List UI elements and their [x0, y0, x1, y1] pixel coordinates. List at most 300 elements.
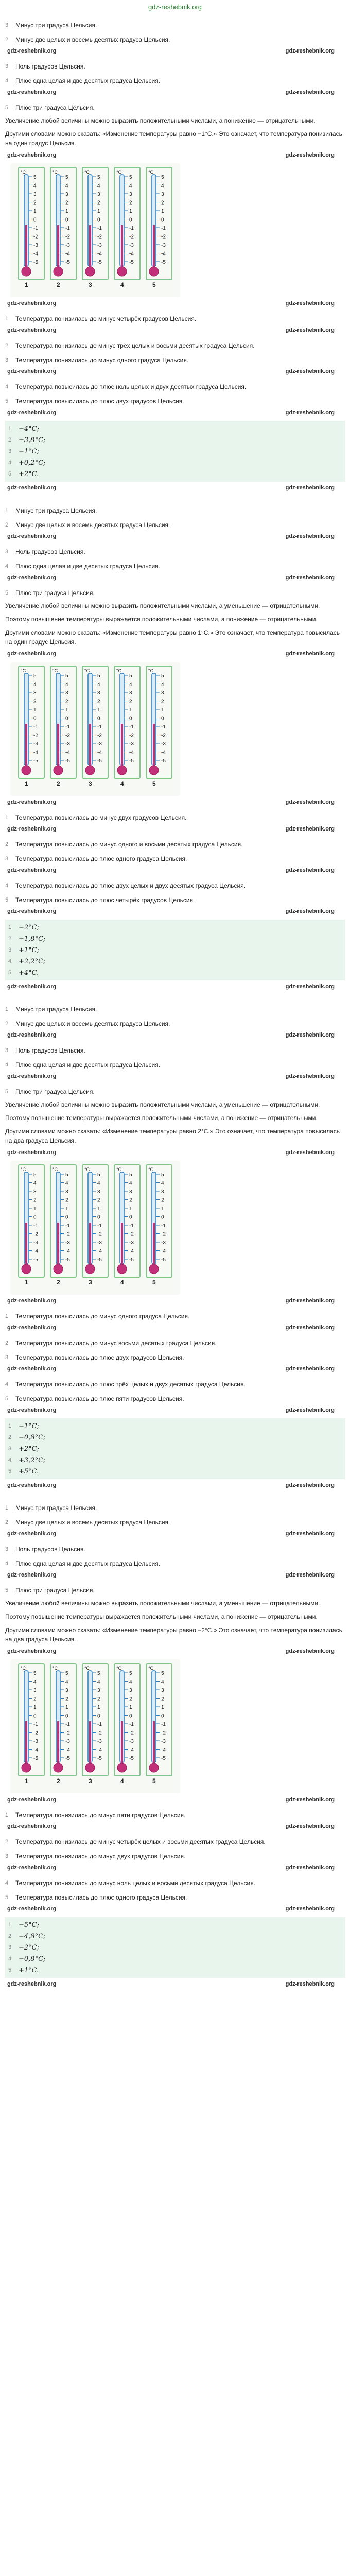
tick-label: -2 [97, 1730, 102, 1736]
thermometer-liquid [25, 225, 27, 267]
tick-label: 5 [97, 175, 100, 180]
tick-label: 4 [65, 1679, 68, 1685]
item-text: Минус три градуса Цельсия. [15, 1006, 97, 1013]
thermometer [82, 1165, 108, 1286]
thermometer-bulb [54, 766, 63, 775]
list-item [5, 62, 345, 71]
tick-label: 4 [65, 682, 68, 688]
tick-label: -2 [65, 1231, 70, 1238]
tick-label: 4 [129, 183, 132, 189]
answer-value: +3,2°C; [19, 1456, 46, 1464]
tick-label: -1 [33, 724, 38, 730]
answer-number: 4 [8, 460, 12, 466]
item-text: Плюс три градуса Цельсия. [15, 104, 95, 111]
watermark: gdz-reshebnik.org [285, 485, 335, 491]
tick-label: 4 [33, 183, 37, 189]
tick-label: -1 [65, 1722, 70, 1727]
thermometers-svg [10, 662, 180, 796]
tick-label: 3 [33, 1189, 37, 1195]
thermometer-liquid [153, 1721, 155, 1764]
thermometer-number: 1 [25, 281, 28, 289]
list-item [5, 1518, 345, 1527]
tick-label: 4 [97, 1679, 100, 1685]
answer-row [8, 1930, 342, 1942]
item-number: 4 [5, 384, 9, 390]
tick-label: -5 [129, 1257, 134, 1263]
thermometer-bulb [85, 267, 95, 276]
item-number: 4 [5, 1561, 9, 1567]
tick-label: 3 [161, 192, 164, 197]
thermometers-figure [10, 1161, 180, 1295]
item-number: 3 [5, 357, 9, 363]
watermark-row [5, 533, 345, 541]
watermark: gdz-reshebnik.org [7, 300, 57, 307]
item-text: Ноль градусов Цельсия. [15, 1546, 85, 1553]
tick-label: -5 [129, 260, 134, 265]
tick-label: -4 [65, 1248, 70, 1255]
thermometer-number: 2 [57, 1777, 60, 1785]
watermark-row [5, 984, 345, 992]
item-text: Температура повысилась до плюс одного градуса Цельсия. [15, 855, 187, 862]
tick-label: 2 [129, 1696, 132, 1702]
watermark: gdz-reshebnik.org [7, 1407, 57, 1413]
tick-label: 4 [129, 1180, 132, 1187]
answers-block [5, 421, 345, 482]
thermometer-bulb [117, 1763, 127, 1772]
paragraph: Другими словами можно сказать: «Изменение температуры равно −2°C.» Это означает, что температура понизилась на два градуса Цельсия. [5, 1626, 342, 1643]
item-number: 1 [5, 1505, 9, 1511]
answer-number: 3 [8, 947, 12, 953]
tick-label: 1 [33, 707, 37, 713]
item-number: 3 [5, 1546, 9, 1552]
answer-number: 1 [8, 1922, 12, 1928]
watermark-row [5, 1981, 345, 1989]
watermark: gdz-reshebnik.org [7, 1366, 57, 1372]
tick-label: 0 [33, 1214, 37, 1221]
answer-value: +2°C. [19, 470, 39, 478]
thermometer-liquid [121, 1721, 123, 1764]
tick-label: 4 [33, 682, 37, 688]
paragraph: Увеличение любой величины можно выразить положительными числами, а уменьшение — отрицательными. [5, 602, 320, 609]
tick-label: 5 [33, 673, 37, 679]
tick-label: 5 [65, 673, 68, 679]
item-text: Температура понизилась до минус четырёх целых и восьми десятых градуса Цельсия. [15, 1838, 266, 1845]
watermark-row [5, 1032, 345, 1040]
tick-label: -1 [129, 226, 134, 231]
tick-label: 2 [161, 200, 164, 206]
answer-number: 2 [8, 936, 12, 942]
item-text: Минус три градуса Цельсия. [15, 1504, 97, 1512]
paragraph: Поэтому повышение температуры выражается положительными числами, а понижение — отрицательными. [5, 1613, 318, 1620]
unit-label: °C [148, 170, 154, 175]
item-number: 4 [5, 1062, 9, 1068]
answer-row [8, 1420, 342, 1432]
tick-label: 1 [161, 209, 164, 214]
thermometer-frame [50, 666, 76, 778]
tick-label: 4 [161, 1679, 164, 1685]
thermometer-frame [146, 666, 172, 778]
answer-value: +1°C; [19, 946, 39, 954]
tick-label: 5 [161, 673, 164, 679]
item-text: Минус две целых и восемь десятых градуса Цельсия. [15, 1020, 170, 1027]
tick-label: 3 [65, 1189, 68, 1195]
answer-number: 3 [8, 1944, 12, 1951]
thermometer-number: 4 [120, 780, 124, 787]
tick-label: 0 [129, 1713, 132, 1719]
watermark-row [5, 1149, 345, 1158]
thermometers-svg [10, 1659, 180, 1793]
watermark: gdz-reshebnik.org [285, 799, 335, 805]
tick-label: -5 [161, 260, 166, 265]
watermark: gdz-reshebnik.org [285, 1906, 335, 1912]
item-text: Температура повысилась до плюс четырёх градусов Цельсия. [15, 896, 195, 904]
answer-row [8, 446, 342, 457]
watermark-row [5, 574, 345, 583]
tick-label: 2 [97, 200, 100, 206]
watermark-row [5, 368, 345, 377]
tick-label: -1 [129, 724, 134, 730]
thermometer-number: 3 [89, 1777, 92, 1785]
tick-label: 5 [65, 175, 68, 180]
thermometer-liquid [89, 724, 91, 766]
paragraph: Поэтому повышение температуры выражается положительными числами, а понижение — отрицательными. [5, 616, 318, 623]
answer-number: 2 [8, 1933, 12, 1939]
tick-label: 3 [65, 192, 68, 197]
exercise-section [0, 13, 350, 498]
thermometer-liquid [89, 225, 91, 267]
thermometer [19, 666, 44, 787]
watermark-row [5, 1906, 345, 1914]
watermark: gdz-reshebnik.org [285, 826, 335, 832]
item-number: 5 [5, 897, 9, 903]
thermometer-bulb [54, 1763, 63, 1772]
answers-block [5, 1917, 345, 1978]
watermark: gdz-reshebnik.org [285, 533, 335, 539]
tick-label: -5 [97, 1756, 102, 1761]
tick-label: -4 [129, 251, 134, 257]
tick-label: -4 [129, 1747, 134, 1753]
item-number: 2 [5, 343, 9, 349]
answer-value: −2°C; [19, 923, 39, 931]
answer-row [8, 434, 342, 446]
item-text: Температура понизилась до минус двух градусов Цельсия. [15, 1853, 186, 1860]
watermark-row [5, 300, 345, 309]
tick-label: 1 [129, 1705, 132, 1710]
item-number: 5 [5, 1089, 9, 1095]
tick-label: -1 [129, 1223, 134, 1229]
thermometer-frame [82, 1664, 108, 1776]
watermark-row [5, 1797, 345, 1805]
thermometer-liquid [25, 724, 27, 766]
tick-label: 2 [129, 699, 132, 705]
tick-label: 2 [97, 699, 100, 705]
item-number: 1 [5, 316, 9, 322]
tick-label: -4 [33, 750, 38, 756]
thermometer [146, 1664, 172, 1785]
tick-label: -4 [129, 1248, 134, 1255]
thermometer-number: 3 [89, 281, 92, 289]
thermometer-frame [146, 167, 172, 280]
result-item [5, 1852, 345, 1860]
tick-label: -2 [161, 1730, 166, 1736]
watermark: gdz-reshebnik.org [7, 410, 57, 416]
item-text: Плюс одна целая и две десятых градуса Цельсия. [15, 1061, 160, 1069]
tick-label: -5 [161, 1257, 166, 1263]
tick-label: 1 [161, 1206, 164, 1212]
watermark: gdz-reshebnik.org [7, 1531, 57, 1537]
tick-label: -1 [161, 1722, 166, 1727]
item-text: Температура понизилась до минус одного градуса Цельсия. [15, 357, 189, 364]
answer-row [8, 1432, 342, 1443]
tick-label: 0 [97, 716, 100, 722]
watermark-row [5, 826, 345, 834]
answer-row [8, 967, 342, 978]
item-number: 2 [5, 1839, 9, 1845]
thermometer [19, 167, 44, 289]
exercise-section [0, 498, 350, 997]
list-item [5, 562, 345, 570]
watermark-row [5, 485, 345, 493]
answer-value: −1,8°C; [19, 935, 46, 943]
tick-label: 1 [33, 1206, 37, 1212]
tick-label: 4 [161, 682, 164, 688]
list-item [5, 1020, 345, 1028]
thermometer [114, 167, 140, 289]
tick-label: 3 [33, 690, 37, 696]
item-text: Минус две целых и восемь десятых градуса Цельсия. [15, 521, 170, 529]
tick-label: 1 [129, 707, 132, 713]
thermometer [114, 1165, 140, 1286]
tick-label: 2 [33, 1197, 37, 1204]
tick-label: 1 [161, 707, 164, 713]
tick-label: 2 [129, 1197, 132, 1204]
thermometer-number: 2 [57, 281, 60, 289]
answer-value: −0,8°C; [19, 1955, 46, 1963]
watermark: gdz-reshebnik.org [7, 1325, 57, 1331]
tick-label: -1 [97, 226, 102, 231]
tick-label: -5 [65, 1756, 70, 1761]
tick-label: 0 [129, 716, 132, 722]
item-text: Минус три градуса Цельсия. [15, 22, 97, 29]
thermometer-bulb [54, 267, 63, 276]
item-number: 1 [5, 1812, 9, 1818]
paragraph: Другими словами можно сказать: «Изменение температуры равно 1°C.» Это означает, что температура повысилась на один градус Цельсия. [5, 629, 340, 646]
site-title[interactable]: gdz-reshebnik.org [148, 3, 202, 11]
item-text: Ноль градусов Цельсия. [15, 63, 85, 70]
watermark: gdz-reshebnik.org [7, 368, 57, 375]
list-item [5, 506, 345, 515]
item-text: Температура повысилась до плюс двух градусов Цельсия. [15, 398, 184, 405]
tick-label: -5 [161, 758, 166, 764]
item-number: 4 [5, 78, 9, 84]
answer-number: 3 [8, 1446, 12, 1452]
watermark: gdz-reshebnik.org [7, 1298, 57, 1304]
result-item [5, 1380, 345, 1388]
paragraph: Увеличение любой величины можно выразить положительными числами, а уменьшение — отрицательными. [5, 1101, 320, 1108]
tick-label: -5 [161, 1756, 166, 1761]
answer-number: 5 [8, 970, 12, 976]
watermark-row [5, 48, 345, 56]
thermometer-frame [50, 167, 76, 280]
tick-label: -1 [161, 1223, 166, 1229]
thermometer-number: 1 [25, 1279, 28, 1286]
paragraph: Другими словами можно сказать: «Изменение температуры равно 2°C.» Это означает, что температура повысилась на два градуса Цельсия. [5, 1128, 340, 1144]
answer-row [8, 468, 342, 480]
tick-label: 0 [161, 1214, 164, 1221]
tick-label: 3 [161, 690, 164, 696]
item-text: Температура понизилась до минус ноль целых и восьми десятых градуса Цельсия. [15, 1879, 256, 1887]
tick-label: -3 [161, 1739, 166, 1744]
watermark: gdz-reshebnik.org [285, 152, 335, 158]
item-number: 3 [5, 63, 9, 70]
watermark-row [5, 1073, 345, 1081]
tick-label: -2 [129, 234, 134, 240]
tick-label: -5 [33, 758, 38, 764]
result-item [5, 1879, 345, 1887]
answer-row [8, 933, 342, 944]
watermark: gdz-reshebnik.org [285, 651, 335, 657]
tick-label: -5 [33, 260, 38, 265]
tick-label: -4 [65, 1747, 70, 1753]
tick-label: 2 [33, 699, 37, 705]
tick-label: 2 [97, 1696, 100, 1702]
tick-label: -1 [97, 1223, 102, 1229]
thermometer-number: 4 [120, 281, 124, 289]
tick-label: 2 [33, 1696, 37, 1702]
answer-value: −3,8°C; [19, 436, 46, 444]
tick-label: -1 [65, 724, 70, 730]
tick-label: 5 [161, 175, 164, 180]
answer-value: −2°C; [19, 1943, 39, 1952]
list-item [5, 548, 345, 556]
tick-label: -4 [33, 251, 38, 257]
watermark: gdz-reshebnik.org [285, 1482, 335, 1488]
result-item [5, 1339, 345, 1347]
watermark: gdz-reshebnik.org [7, 1823, 57, 1829]
tick-label: -2 [65, 1730, 70, 1736]
tick-label: 5 [129, 673, 132, 679]
tick-label: 0 [161, 217, 164, 223]
watermark-row [5, 152, 345, 160]
item-text: Плюс три градуса Цельсия. [15, 589, 95, 597]
item-text: Плюс одна целая и две десятых градуса Цельсия. [15, 77, 160, 84]
answer-number: 4 [8, 1956, 12, 1962]
tick-label: 1 [161, 1705, 164, 1710]
answer-value: +2°C; [19, 1445, 39, 1453]
tick-label: 0 [129, 1214, 132, 1221]
tick-label: -2 [129, 733, 134, 739]
thermometer-liquid [121, 225, 123, 267]
answer-number: 4 [8, 958, 12, 964]
thermometer-number: 2 [57, 780, 60, 787]
thermometer-frame [50, 1664, 76, 1776]
tick-label: -4 [161, 1747, 166, 1753]
thermometer-number: 4 [120, 1279, 124, 1286]
tick-label: 1 [129, 1206, 132, 1212]
item-number: 2 [5, 1519, 9, 1526]
item-text: Температура понизилась до минус четырёх градусов Цельсия. [15, 315, 197, 323]
tick-label: 0 [161, 716, 164, 722]
watermark: gdz-reshebnik.org [285, 1366, 335, 1372]
item-number: 1 [5, 507, 9, 514]
watermark-row [5, 1366, 345, 1374]
thermometer [146, 167, 172, 289]
answer-value: +5°C. [19, 1467, 39, 1476]
tick-label: 3 [97, 1688, 100, 1693]
tick-label: -3 [161, 1240, 166, 1246]
watermark-row [5, 1298, 345, 1306]
tick-label: 3 [97, 192, 100, 197]
thermometer-number: 2 [57, 1279, 60, 1286]
thermometer [82, 666, 108, 787]
result-item [5, 1353, 345, 1362]
watermark-row [5, 1823, 345, 1832]
thermometer-number: 5 [152, 1279, 156, 1286]
tick-label: 3 [161, 1189, 164, 1195]
watermark: gdz-reshebnik.org [285, 574, 335, 581]
tick-label: -3 [65, 243, 70, 248]
answer-number: 4 [8, 1457, 12, 1463]
tick-label: -5 [65, 758, 70, 764]
tick-label: -5 [33, 1257, 38, 1263]
answer-value: −1°C; [19, 1422, 39, 1430]
item-text: Плюс три градуса Цельсия. [15, 1088, 95, 1095]
tick-label: -3 [33, 1240, 38, 1246]
watermark-row [5, 799, 345, 807]
thermometer-bulb [117, 267, 127, 276]
unit-label: °C [148, 668, 154, 673]
thermometer-liquid [57, 225, 59, 267]
item-text: Температура понизилась до минус пяти градусов Цельсия. [15, 1811, 186, 1819]
tick-label: 4 [97, 183, 100, 189]
watermark: gdz-reshebnik.org [7, 826, 57, 832]
watermark: gdz-reshebnik.org [7, 574, 57, 581]
thermometer-frame [19, 167, 44, 280]
tick-label: -3 [129, 243, 134, 248]
answer-row [8, 1953, 342, 1964]
item-number: 2 [5, 1021, 9, 1027]
tick-label: 1 [97, 209, 100, 214]
watermark: gdz-reshebnik.org [285, 1325, 335, 1331]
answer-value: −0,8°C; [19, 1433, 46, 1442]
item-number: 5 [5, 1587, 9, 1594]
unit-label: °C [52, 1167, 58, 1172]
tick-label: 3 [129, 690, 132, 696]
watermark: gdz-reshebnik.org [285, 1149, 335, 1156]
list-item [5, 1586, 345, 1595]
tick-label: -2 [65, 733, 70, 739]
paragraph: Увеличение любой величины можно выразить положительными числами, а уменьшение — отрицательными. [5, 1600, 320, 1607]
thermometer-liquid [89, 1223, 91, 1265]
watermark-row [5, 1531, 345, 1539]
watermark: gdz-reshebnik.org [285, 1797, 335, 1803]
sections-container [0, 13, 350, 1994]
tick-label: 5 [97, 673, 100, 679]
thermometer-frame [146, 1664, 172, 1776]
tick-label: 5 [33, 1671, 37, 1676]
watermark-row [5, 867, 345, 875]
tick-label: -2 [129, 1231, 134, 1238]
answer-value: +2,2°C; [19, 957, 46, 965]
answer-row [8, 1964, 342, 1976]
thermometers-svg [10, 1161, 180, 1295]
tick-label: -3 [129, 1739, 134, 1744]
tick-label: -3 [97, 243, 102, 248]
item-number: 3 [5, 1354, 9, 1361]
bottom-spacer [0, 1994, 350, 2005]
tick-label: 0 [97, 1713, 100, 1719]
answer-value: +0,2°C; [19, 459, 46, 467]
